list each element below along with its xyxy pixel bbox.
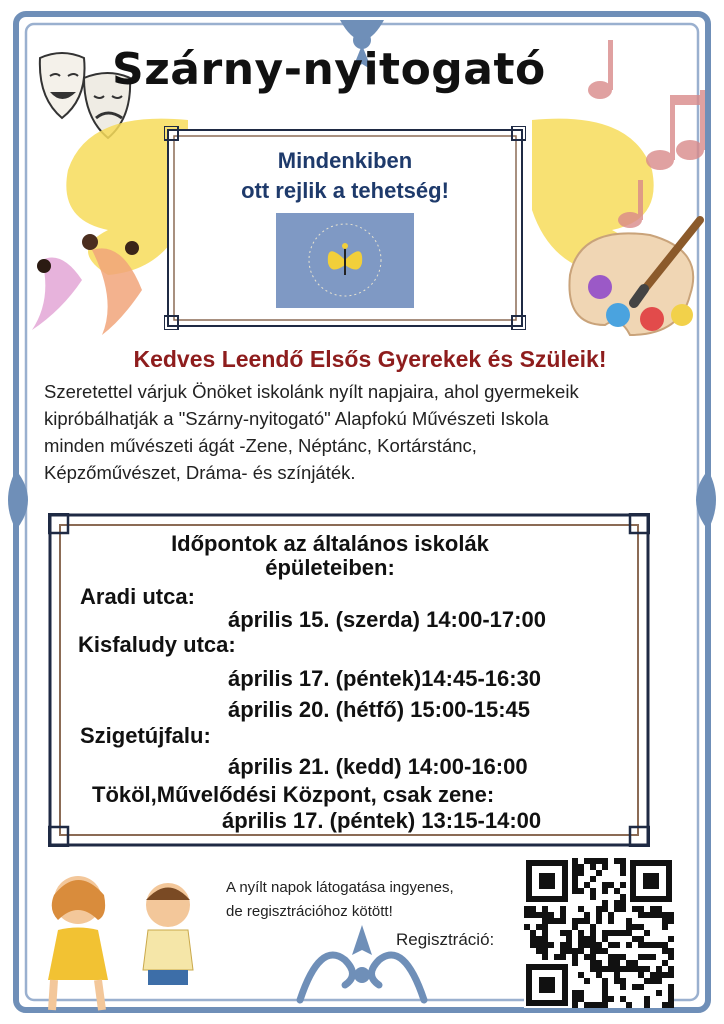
time-aradi-1: április 15. (szerda) 14:00-17:00 <box>228 607 546 632</box>
footer-note <box>226 876 526 924</box>
intro-line-3: minden művészeti ágát -Zene, Néptánc, Kortárstánc, <box>44 435 477 456</box>
schedule-title <box>110 532 550 580</box>
greeting-heading: Kedves Leendő Elsős Gyerekek és Szüleik! <box>133 346 607 372</box>
time-kisfaludy-1: április 17. (péntek)14:45-16:30 <box>228 666 542 691</box>
paint-palette-icon <box>560 215 710 350</box>
motto-line-2: ott rejlik a tehetség! <box>241 178 449 203</box>
intro-line-1: Szeretettel várjuk Önöket iskolánk nyílt napjaira, ahol gyermekeik <box>44 381 579 402</box>
intro-line-4: Képzőművészet, Dráma- és színjáték. <box>44 462 356 483</box>
butterfly-logo-icon <box>276 213 414 308</box>
registration-label: Regisztráció: <box>396 930 495 949</box>
footer-note-line-2: de regisztrációhoz kötött! <box>226 903 393 920</box>
intro-paragraph <box>44 378 694 486</box>
time-kisfaludy-2: április 20. (hétfő) 15:00-15:45 <box>228 697 531 722</box>
location-kisfaludy: Kisfaludy utca: <box>78 632 236 657</box>
music-notes-icon <box>560 20 710 230</box>
school-logo <box>276 213 414 308</box>
motto-line-1: Mindenkiben <box>277 148 413 173</box>
dancers-illustration <box>22 220 162 340</box>
qr-code-icon[interactable] <box>524 858 674 1008</box>
intro-line-2: kipróbálhatják a "Szárny-nyitogató" Alapfokú Művészeti Iskola <box>44 408 549 429</box>
motto-text <box>164 146 526 206</box>
schedule-title-line-2: épületeiben: <box>265 555 395 580</box>
children-illustration <box>18 870 223 1015</box>
time-tokol-1: április 17. (péntek) 13:15-14:00 <box>222 808 542 833</box>
page-title: Szárny-nyitogató <box>112 44 546 95</box>
time-szigetujfalu-1: április 21. (kedd) 14:00-16:00 <box>228 754 528 779</box>
schedule-title-line-1: Időpontok az általános iskolák <box>171 531 489 556</box>
footer-note-line-1: A nyílt napok látogatása ingyenes, <box>226 879 454 896</box>
location-tokol: Tököl,Művelődési Központ, csak zene: <box>92 782 495 807</box>
location-szigetujfalu: Szigetújfalu: <box>80 723 211 748</box>
location-aradi: Aradi utca: <box>80 584 195 609</box>
